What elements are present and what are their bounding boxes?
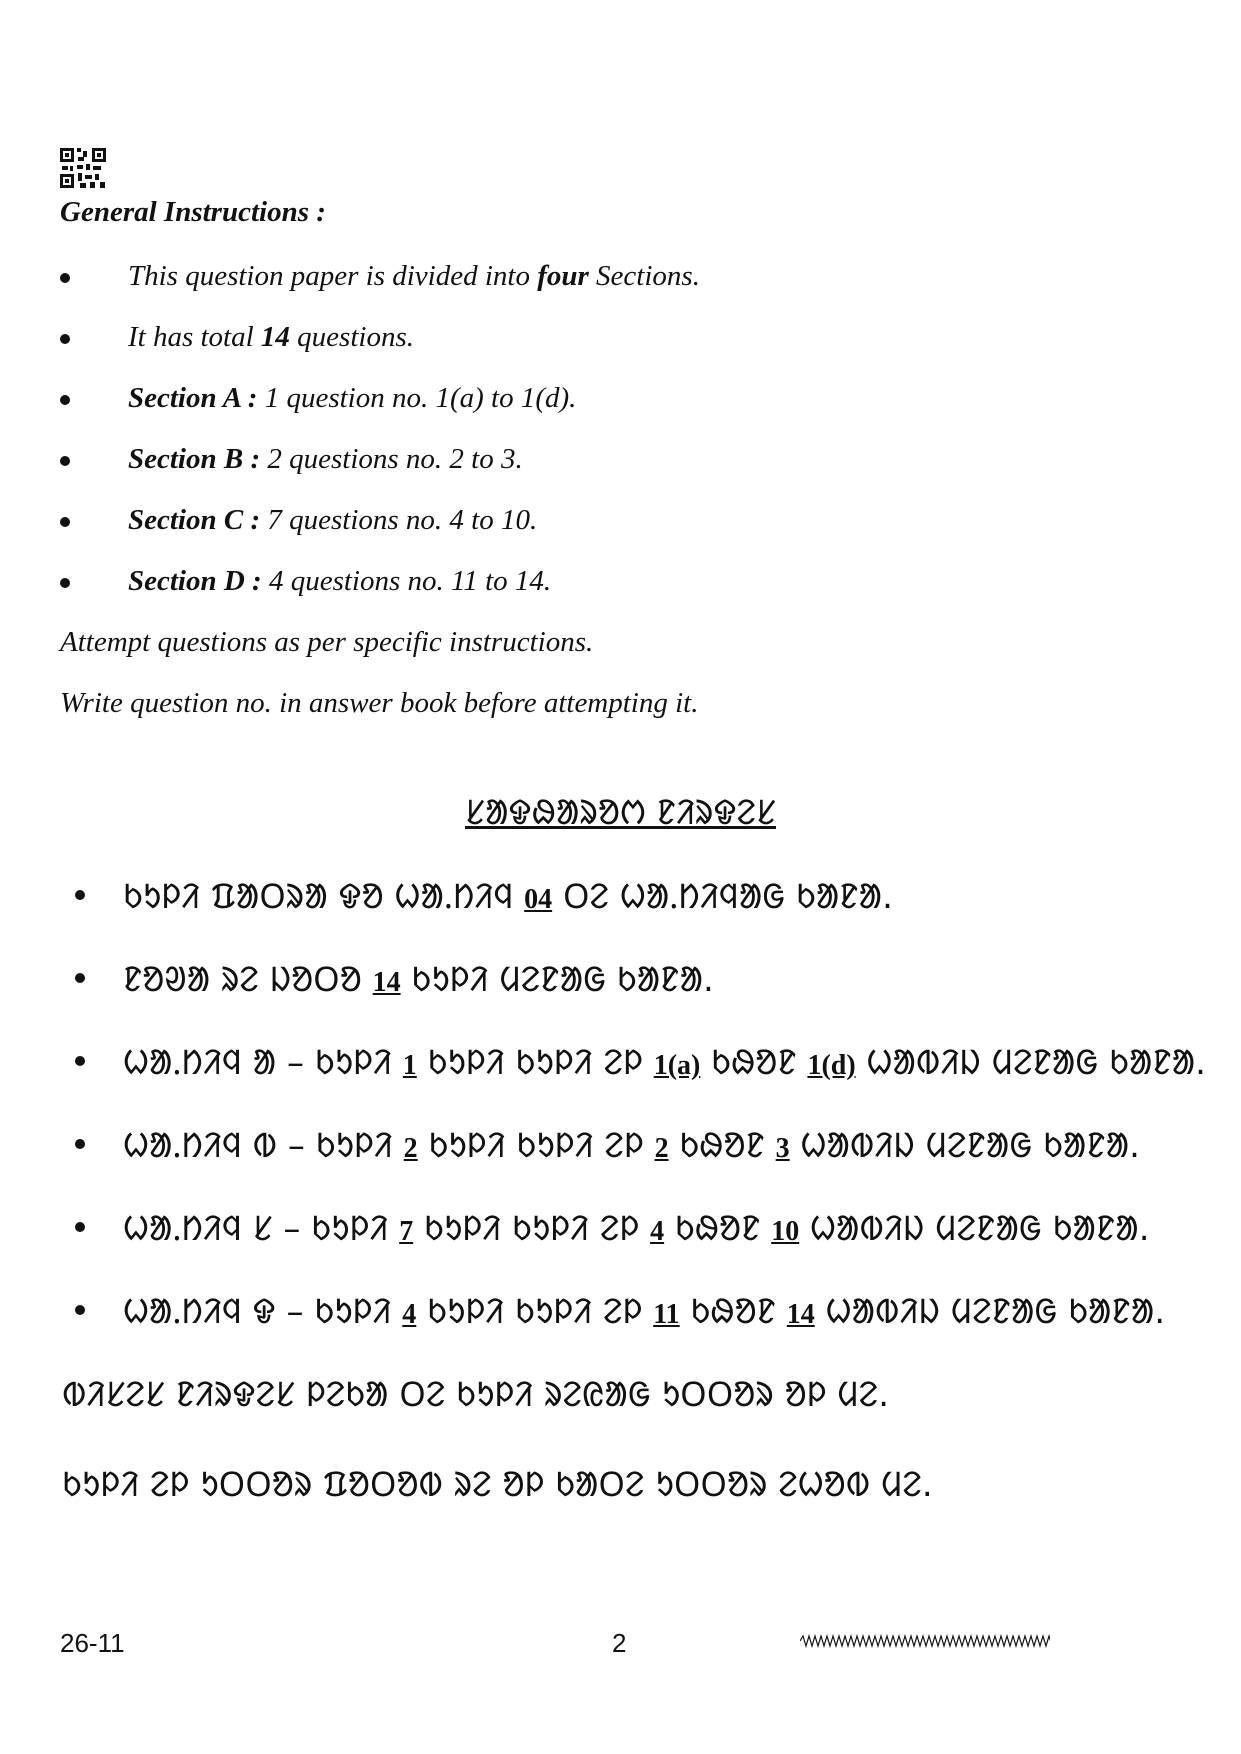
paper-code: 26-11	[60, 1628, 125, 1658]
bullet-icon	[60, 334, 70, 344]
general-instructions-heading: General Instructions :	[60, 196, 326, 228]
note-line: Write question no. in answer book before attempting it.	[60, 687, 699, 719]
bullet-icon	[60, 273, 70, 283]
script-note-line: ᱠᱩᱞᱤ ᱮᱞ ᱩᱛᱛᱚᱨ ᱯᱚᱛᱚᱵ ᱨᱮ ᱚᱞ ᱠᱟᱛᱮ ᱩᱛᱛᱚᱨ ᱮᱦᱚᱵ ᱢᱮ.	[62, 1465, 933, 1505]
wavy-line-decoration	[800, 1634, 1050, 1648]
bullet-icon	[75, 1222, 85, 1232]
bullet-icon	[75, 1056, 85, 1066]
bullet-icon	[75, 1305, 85, 1315]
bullet-icon	[75, 890, 85, 900]
qr-code-icon	[60, 148, 106, 190]
script-note-line: ᱵᱤᱥᱮᱥ ᱱᱤᱨᱫᱮᱥ ᱞᱮᱠᱟ ᱛᱮ ᱠᱩᱞᱤ ᱨᱮᱭᱟᱜ ᱩᱛᱛᱚᱨ ᱚᱞ ᱢᱮ.	[62, 1375, 890, 1415]
script-section-title: ᱥᱟᱫᱷᱟᱨᱚᱬ ᱱᱤᱨᱫᱮᱥ	[464, 793, 777, 833]
bullet-icon	[75, 973, 85, 983]
bullet-icon	[60, 517, 70, 527]
note-line: Attempt questions as per specific instructions.	[60, 626, 594, 658]
bullet-icon	[60, 395, 70, 405]
bullet-icon	[75, 1139, 85, 1149]
bullet-icon	[60, 456, 70, 466]
page-number: 2	[612, 1628, 627, 1658]
bullet-icon	[60, 578, 70, 588]
